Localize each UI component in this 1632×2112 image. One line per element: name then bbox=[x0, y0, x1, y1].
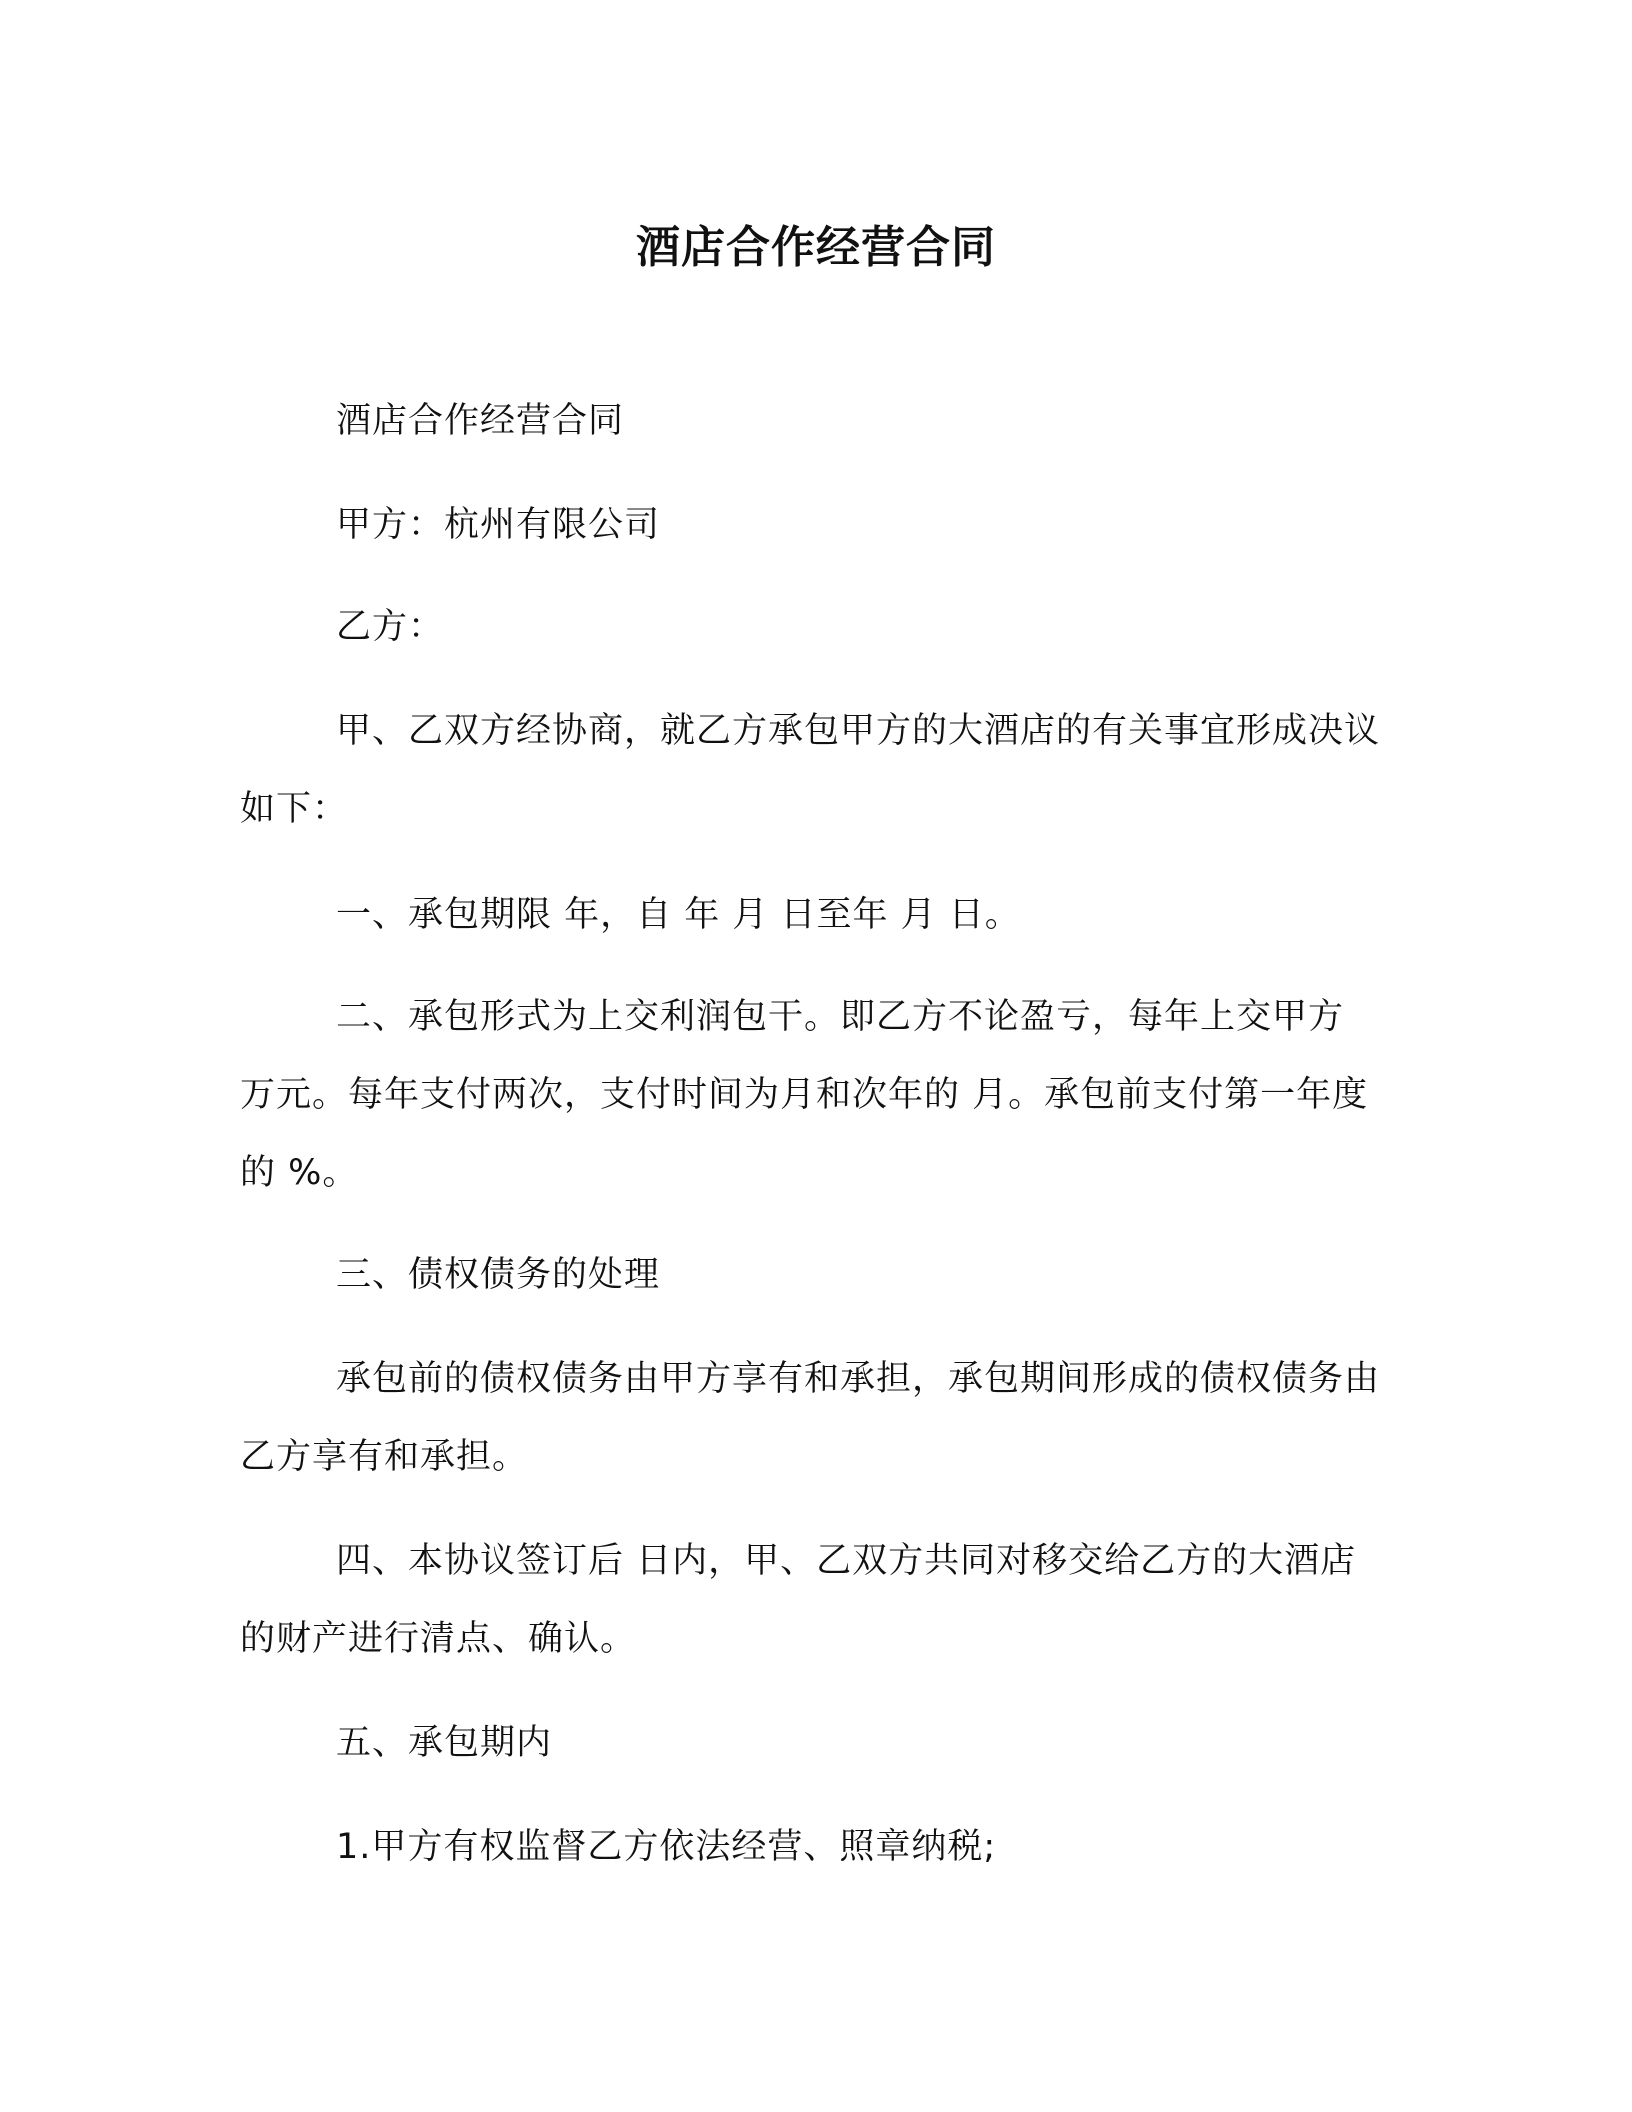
paragraph-preamble: 甲、乙双方经协商，就乙方承包甲方的大酒店的有关事宜形成决议如下： bbox=[240, 711, 1381, 829]
document-title: 酒店合作经营合同 bbox=[636, 222, 996, 273]
paragraph-clause-4: 四、本协议签订后 日内，甲、乙双方共同对移交给乙方的大酒店的财产进行清点、确认。 bbox=[240, 1541, 1357, 1659]
paragraph-clause-3-body: 承包前的债权债务由甲方享有和承担，承包期间形成的债权债务由乙方享有和承担。 bbox=[240, 1359, 1381, 1477]
paragraph-clause-1: 一、承包期限 年，自 年 月 日至年 月 日。 bbox=[336, 895, 1021, 935]
paragraph-clause-5-heading: 五、承包期内 bbox=[336, 1723, 553, 1763]
paragraph-party-b: 乙方： bbox=[336, 607, 445, 647]
paragraph-clause-2: 二、承包形式为上交利润包干。即乙方不论盈亏，每年上交甲方 万元。每年支付两次，支付时间为月和次年的 月。承包前支付第一年度的 %。 bbox=[240, 997, 1369, 1193]
paragraph-party-a: 甲方：杭州有限公司 bbox=[336, 505, 661, 545]
paragraph-heading: 酒店合作经营合同 bbox=[336, 401, 625, 441]
paragraph-clause-5-item-1: 1.甲方有权监督乙方依法经营、照章纳税; bbox=[336, 1827, 997, 1867]
paragraph-clause-3-heading: 三、债权债务的处理 bbox=[336, 1255, 661, 1295]
